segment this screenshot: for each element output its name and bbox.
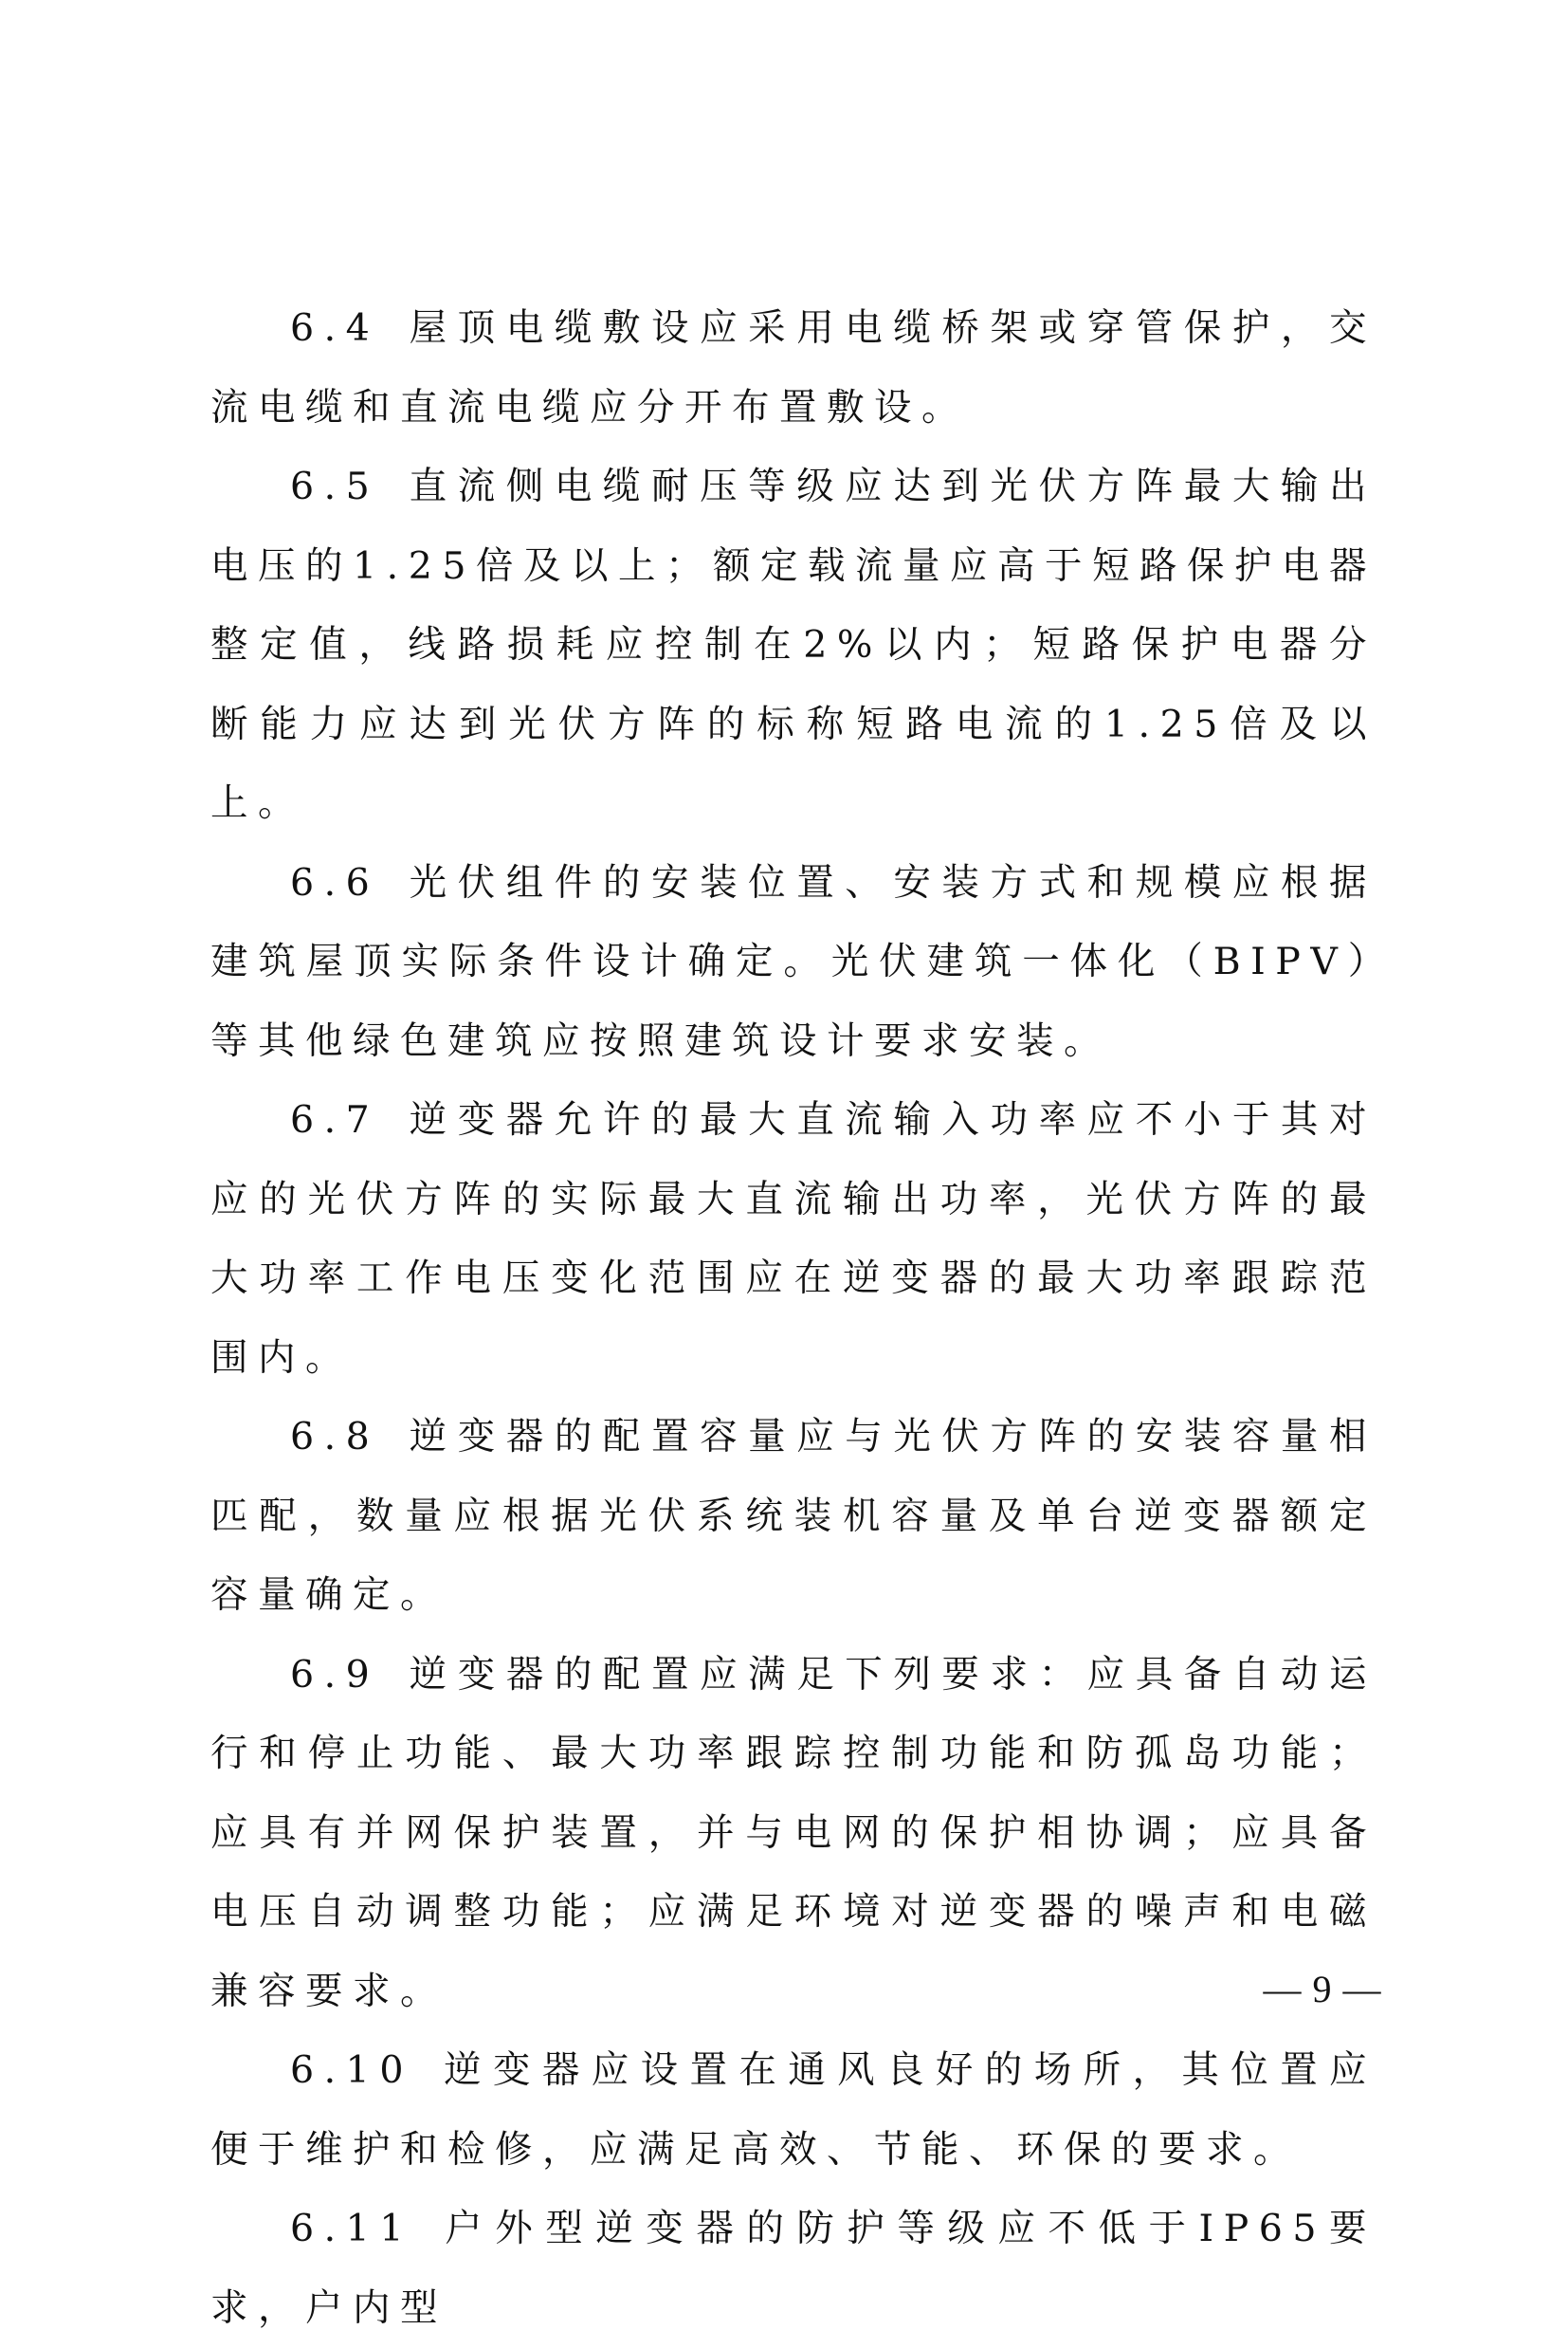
- document-body: [210, 289, 1377, 2348]
- page-number: — 9 —: [1263, 1968, 1382, 2010]
- clause-number: 6.8: [290, 1415, 380, 1458]
- clause-text: 逆变器允许的最大直流输入功率应不小于其对应的光伏方阵的实际最大直流输出功率，光伏方阵的最大功率工作电压变化范围应在逆变器的最大功率跟踪范围内。: [210, 1098, 1377, 1380]
- clause-6-9: [210, 1636, 1377, 2032]
- clause-text: 户外型逆变器的防护等级应不低于IP65要求，户内型: [210, 2207, 1377, 2330]
- clause-text: 光伏组件的安装位置、安装方式和规模应根据建筑屋顶实际条件设计确定。光伏建筑一体化（BIPV）等其他绿色建筑应按照建筑设计要求安装。: [210, 860, 1377, 1063]
- clause-6-11: [210, 2190, 1377, 2348]
- clause-6-4: [210, 289, 1377, 448]
- clause-text: 逆变器应设置在通风良好的场所，其位置应便于维护和检修，应满足高效、节能、环保的要求。: [210, 2048, 1377, 2172]
- clause-number: 6.11: [290, 2207, 413, 2250]
- clause-number: 6.7: [290, 1098, 380, 1142]
- clause-6-6: [210, 844, 1377, 1082]
- clause-number: 6.6: [290, 860, 380, 905]
- clause-number: 6.4: [290, 306, 380, 350]
- clause-text: 屋顶电缆敷设应采用电缆桥架或穿管保护，交流电缆和直流电缆应分开布置敷设。: [210, 306, 1377, 430]
- clause-text: 直流侧电缆耐压等级应达到光伏方阵最大输出电压的1.25倍及以上；额定载流量应高于短路保护电器整定值，线路损耗应控制在2%以内；短路保护电器分断能力应达到光伏方阵的标称短路电流的1.25倍及以上。: [210, 465, 1377, 825]
- clause-number: 6.5: [290, 465, 380, 508]
- clause-6-5: [210, 448, 1377, 844]
- clause-number: 6.10: [290, 2048, 413, 2092]
- clause-6-8: [210, 1398, 1377, 1636]
- clause-6-7: [210, 1081, 1377, 1398]
- clause-number: 6.9: [290, 1652, 380, 1697]
- clause-text: 逆变器的配置应满足下列要求：应具备自动运行和停止功能、最大功率跟踪控制功能和防孤岛功能；应具有并网保护装置，并与电网的保护相协调；应具备电压自动调整功能；应满足环境对逆变器的噪声和电磁兼容要求。: [210, 1652, 1377, 2013]
- clause-6-10: [210, 2031, 1377, 2190]
- clause-text: 逆变器的配置容量应与光伏方阵的安装容量相匹配，数量应根据光伏系统装机容量及单台逆变器额定容量确定。: [210, 1415, 1377, 1617]
